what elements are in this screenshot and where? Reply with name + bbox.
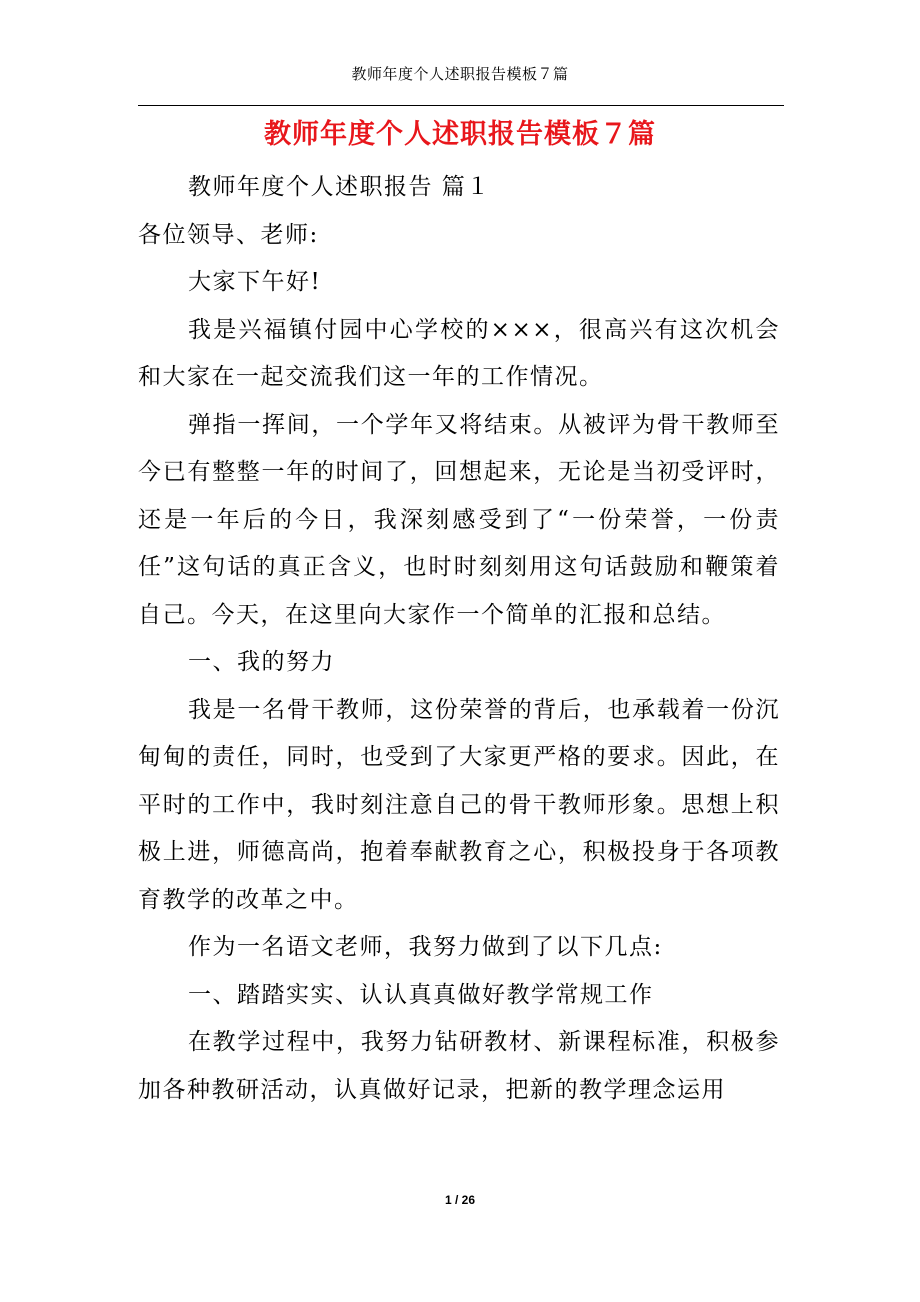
header-divider bbox=[138, 105, 784, 106]
paragraph-responsibility: 我是一名骨干教师，这份荣誉的背后，也承载着一份沉甸甸的责任，同时，也受到了大家更严格的要求。因此，在平时的工作中，我时刻注意自己的骨干教师形象。思想上积极上进，师德高尚，抱着奉献教育之心，积极投身于各项教育教学的改革之中。 bbox=[138, 696, 780, 913]
running-header: 教师年度个人述职报告模板７篇 bbox=[351, 65, 569, 83]
paragraph-language-teacher: 作为一名语文老师，我努力做到了以下几点: bbox=[188, 934, 663, 960]
greeting: 大家下午好! bbox=[188, 269, 322, 295]
section-heading-part-1: 教师年度个人述职报告 篇１ bbox=[188, 174, 491, 200]
subheading-my-efforts: 一、我的努力 bbox=[188, 649, 335, 675]
subheading-teaching-routine: 一、踏踏实实、认认真真做好教学常规工作 bbox=[188, 981, 654, 1008]
paragraph-introduction: 我是兴福镇付园中心学校的×××，很高兴有这次机会和大家在一起交流我们这一年的工作情况。 bbox=[138, 316, 780, 390]
document-title: 教师年度个人述职报告模板７篇 bbox=[264, 119, 656, 150]
paragraph-teaching-process: 在教学过程中，我努力钻研教材、新课程标准，积极参加各种教研活动，认真做好记录，把新的教学理念运用 bbox=[138, 1029, 780, 1103]
salutation: 各位领导、老师: bbox=[138, 221, 319, 248]
page-number: 1 / 26 bbox=[444, 1193, 476, 1207]
paragraph-reflection: 弹指一挥间，一个学年又将结束。从被评为骨干教师至今已有整整一年的时间了，回想起来，无论是当初受评时，还是一年后的今日，我深刻感受到了“一份荣誉，一份责任”这句话的真正含义，也时时刻刻用这句话鼓励和鞭策着自己。今天，在这里向大家作一个简单的汇报和总结。 bbox=[138, 411, 780, 628]
document-body bbox=[138, 164, 780, 1114]
